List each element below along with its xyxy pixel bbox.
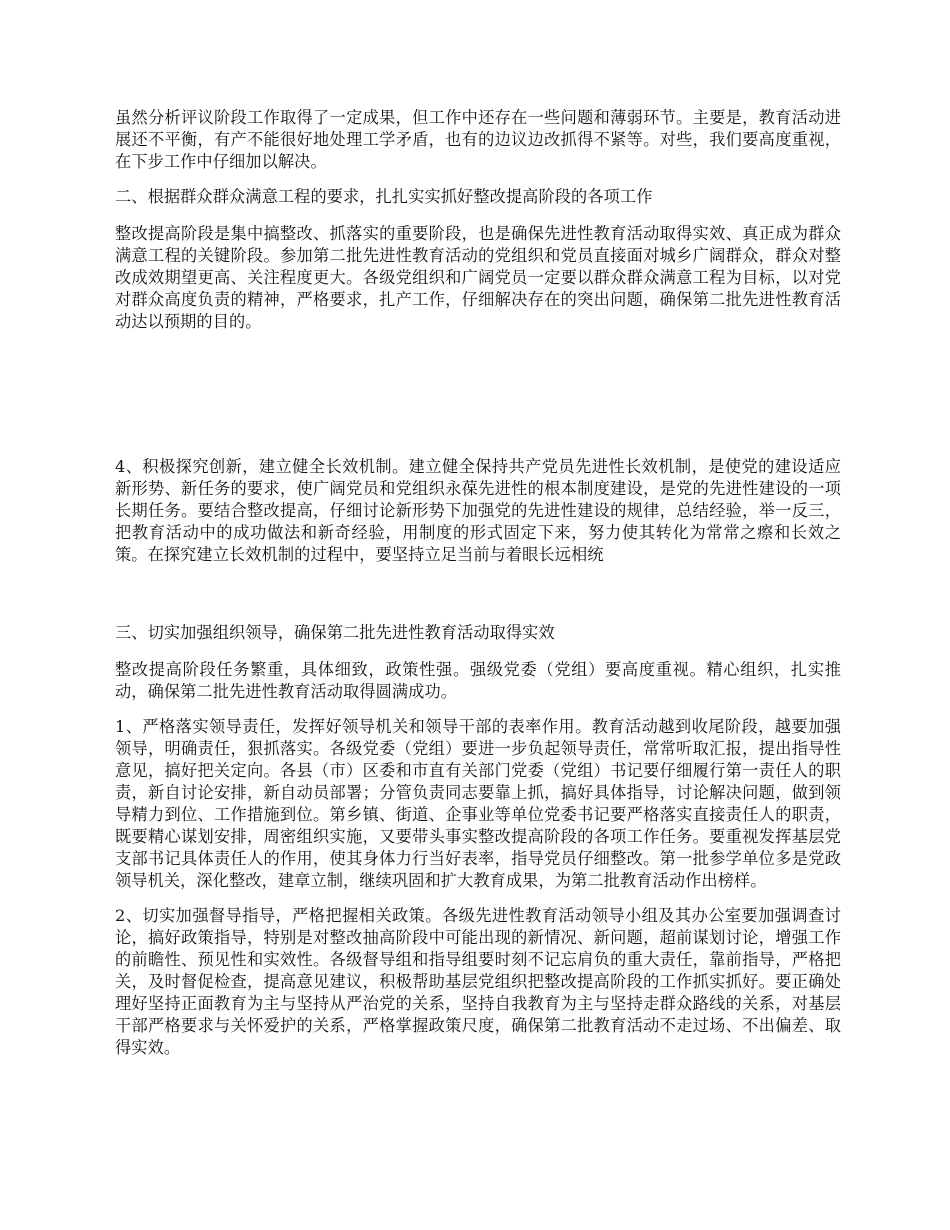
section-heading-three: 三、切实加强组织领导，确保第二批先进性教育活动取得实效	[115, 623, 555, 642]
paragraph-rectification-stage: 整改提高阶段是集中搞整改、抓落实的重要阶段，也是确保先进性教育活动取得实效、真正成为群众满意工程的关键阶段。参加第二批先进性教育活动的党组织和党员直接面对城乡广阔群众，群众对整改成效期望更高、关注程度更大。各级党组织和广阔党员一定要以群众群众满意工程为目标，以对党对群众高度负责的精神，严格要求，扎产工作，仔细解决存在的突出问题，确保第二批先进性教育活动达以预期的目的。	[115, 224, 841, 331]
paragraph-organization-leadership: 整改提高阶段任务繁重，具体细致，政策性强。强级党委（党组）要高度重视。精心组织，扎实推动，确保第二批先进性教育活动取得圆满成功。	[115, 660, 841, 701]
paragraph-long-term-mechanism: 4、积极探究创新，建立健全长效机制。建立健全保持共产党员先进性长效机制，是使党的建设适应新形势、新任务的要求，使广阔党员和党组织永葆先进性的根本制度建设，是党的先进性建设的一项长期任务。要结合整改提高，仔细讨论新形势下加强党的先进性建设的规律，总结经验，举一反三，把教育活动中的成功做法和新奇经验，用制度的形式固定下来，努力使其转化为常常之瘵和长效之策。在探究建立长效机制的过程中，要坚持立足当前与着眼长远相统	[115, 457, 841, 564]
section-heading-two: 二、根据群众群众满意工程的要求，扎扎实实抓好整改提高阶段的各项工作	[115, 187, 653, 206]
paragraph-leadership-responsibility: 1、严格落实领导责任，发挥好领导机关和领导干部的表率作用。教育活动越到收尾阶段，越要加强领导，明确责任，狠抓落实。各级党委（党组）要进一步负起领导责任，常常听取汇报，提出指导性意见，搞好把关定向。各县（市）区委和市直有关部门党委（党组）书记要仔细履行第一责任人的职责，新自讨论安排，新自动员部署；分管负责同志要靠上抓，搞好具体指导，讨论解决问题，做到领导精力到位、工作措施到位。第乡镇、街道、企事业等单位党委书记要严格落实直接责任人的职责，既要精心谋划安排，周密组织实施，又要带头事实整改提高阶段的各项工作任务。要重视发挥基层党支部书记具体责任人的作用，使其身体力行当好表率，指导党员仔细整改。第一批参学单位多是党政领导机关，深化整改，建章立制，继续巩固和扩大教育成果，为第二批教育活动作出榜样。	[115, 717, 841, 890]
document-page	[115, 107, 841, 1059]
paragraph-analysis-summary: 虽然分析评议阶段工作取得了一定成果，但工作中还存在一些问题和薄弱环节。主要是，教育活动进展还不平衡，有产不能很好地处理工学矛盾，也有的边议边改抓得不紧等。对些，我们要高度重视，在下步工作中仔细加以解决。	[115, 108, 841, 171]
paragraph-supervision-guidance: 2、切实加强督导指导，严格把握相关政策。各级先进性教育活动领导小组及其办公室要加强调查讨论，搞好政策指导，特别是对整改抽高阶段中可能出现的新情况、新问题，超前谋划讨论，增强工作的前瞻性、预见性和实效性。各级督导组和指导组要时刻不记忘肩负的重大责任，靠前指导，严格把关，及时督促检查，提高意见建议，积极帮助基层党组织把整改提高阶段的工作抓实抓好。要正确处理好坚持正面教育为主与坚持从严治党的关系，坚持自我教育为主与坚持走群众路线的关系，对基层干部严格要求与关怀爱护的关系，严格掌握政策尺度，确保第二批教育活动不走过场、不出偏差、取得实效。	[115, 906, 841, 1057]
